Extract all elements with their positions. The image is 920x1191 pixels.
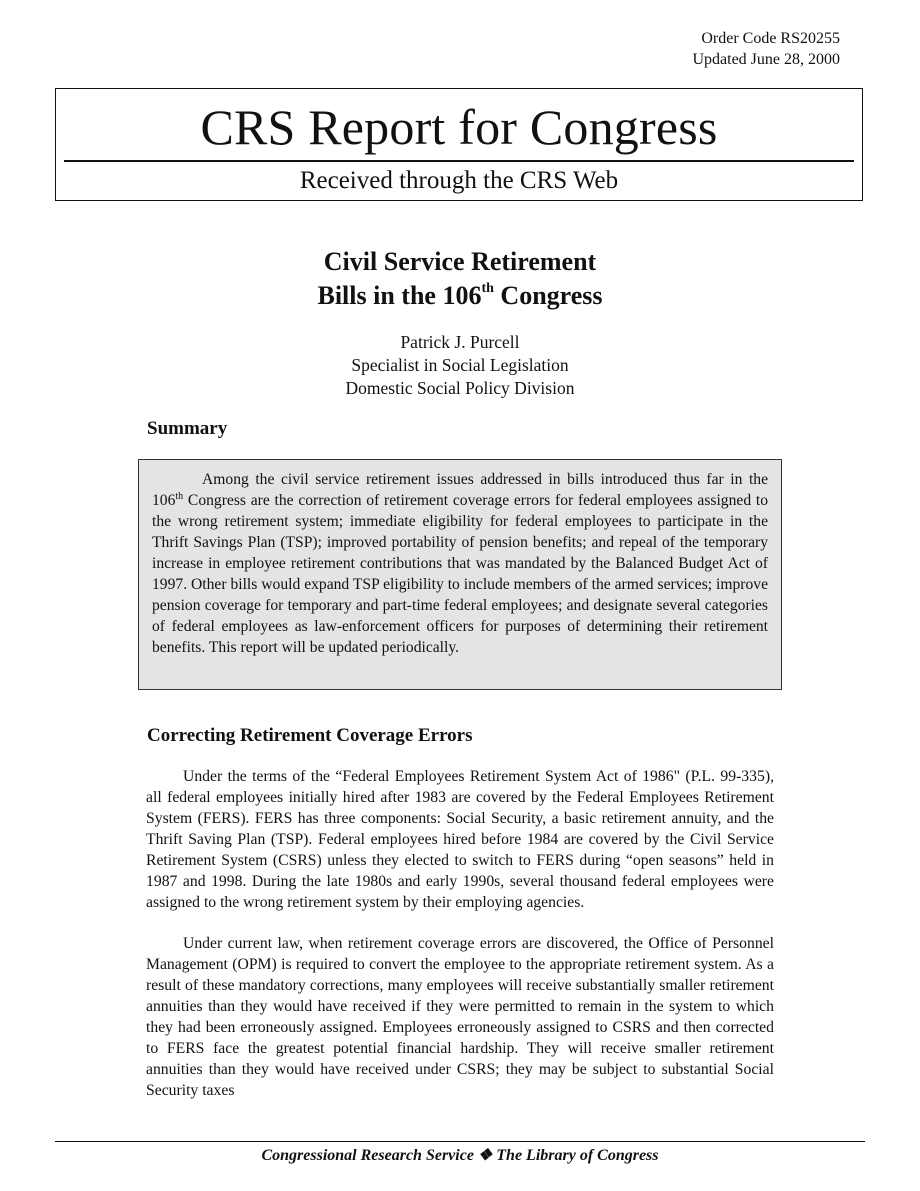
summary-heading: Summary <box>147 418 228 439</box>
author-title: Specialist in Social Legislation <box>351 355 569 375</box>
body-paragraph-2: Under current law, when retirement coverage errors are discovered, the Office of Personnel Management (OPM) is required to convert the employee to the appropriate retirement system. As a result of these mandatory corrections, many employees will receive substantially smaller retirement annuities than they would have received if they were permitted to remain in the system to which they had been erroneously assigned. Employees erroneously assigned to CSRS and then corrected to FERS face the greatest potential financial hardship. They will receive smaller retirement annuities than they would have received under CSRS; they may be subject to substantial Social Security taxes <box>146 935 774 1099</box>
masthead-box <box>55 88 863 201</box>
summary-text-start: Among the civil service retirement issues addressed in bills introduced thus far in the 106 <box>152 471 768 509</box>
footer-text: Congressional Research Service ❖ The Library of Congress <box>261 1147 659 1164</box>
title-line2-suffix: Congress <box>493 281 603 310</box>
summary-text-rest: Congress are the correction of retirement coverage errors for federal employees assigned to the wrong retirement system; immediate eligibility for federal employees to participate in the Thrift Savings Plan (TSP); improved portability of pension benefits; and repeal of the temporary increase in employee retirement contributions that was mandated by the Balanced Budget Act of 1997. Other bills would expand TSP eligibility to include members of the armed services; improve pension coverage for temporary and part-time federal employees; and designate several categories of federal employees as law-enforcement officers for purposes of determining their retirement benefits. This report will be updated periodically. <box>152 492 768 656</box>
summary-text <box>152 469 768 658</box>
masthead-subtitle: Received through the CRS Web <box>299 167 619 194</box>
masthead-title: CRS Report for Congress <box>200 99 718 155</box>
order-info <box>692 28 840 70</box>
masthead-rule <box>64 160 854 162</box>
section-body <box>146 766 774 1121</box>
report-title-line2 <box>0 279 920 313</box>
title-superscript: th <box>481 281 494 297</box>
author-block <box>0 331 920 400</box>
report-title-line1: Civil Service Retirement <box>323 247 597 276</box>
summary-superscript: th <box>175 490 184 502</box>
report-title <box>0 245 920 313</box>
author-division: Domestic Social Policy Division <box>345 378 575 398</box>
title-line2-text: Bills in the 106 <box>317 281 482 310</box>
section-heading: Correcting Retirement Coverage Errors <box>147 725 473 746</box>
author-name: Patrick J. Purcell <box>400 332 520 352</box>
summary-box <box>138 459 782 690</box>
body-paragraph-1: Under the terms of the “Federal Employees Retirement System Act of 1986" (P.L. 99-335), all federal employees initially hired after 1983 are covered by the Federal Employees Retirement System (FERS). FERS has three components: Social Security, a basic retirement annuity, and the Thrift Saving Plan (TSP). Federal employees hired before 1984 are covered by the Civil Service Retirement System (CSRS) unless they elected to switch to FERS during “open seasons” held in 1987 and 1998. During the late 1980s and early 1990s, several thousand federal employees were assigned to the wrong retirement system by their employing agencies. <box>146 768 774 911</box>
updated-date: Updated June 28, 2000 <box>692 51 840 68</box>
order-code: Order Code RS20255 <box>701 30 840 47</box>
footer-rule <box>55 1141 865 1142</box>
